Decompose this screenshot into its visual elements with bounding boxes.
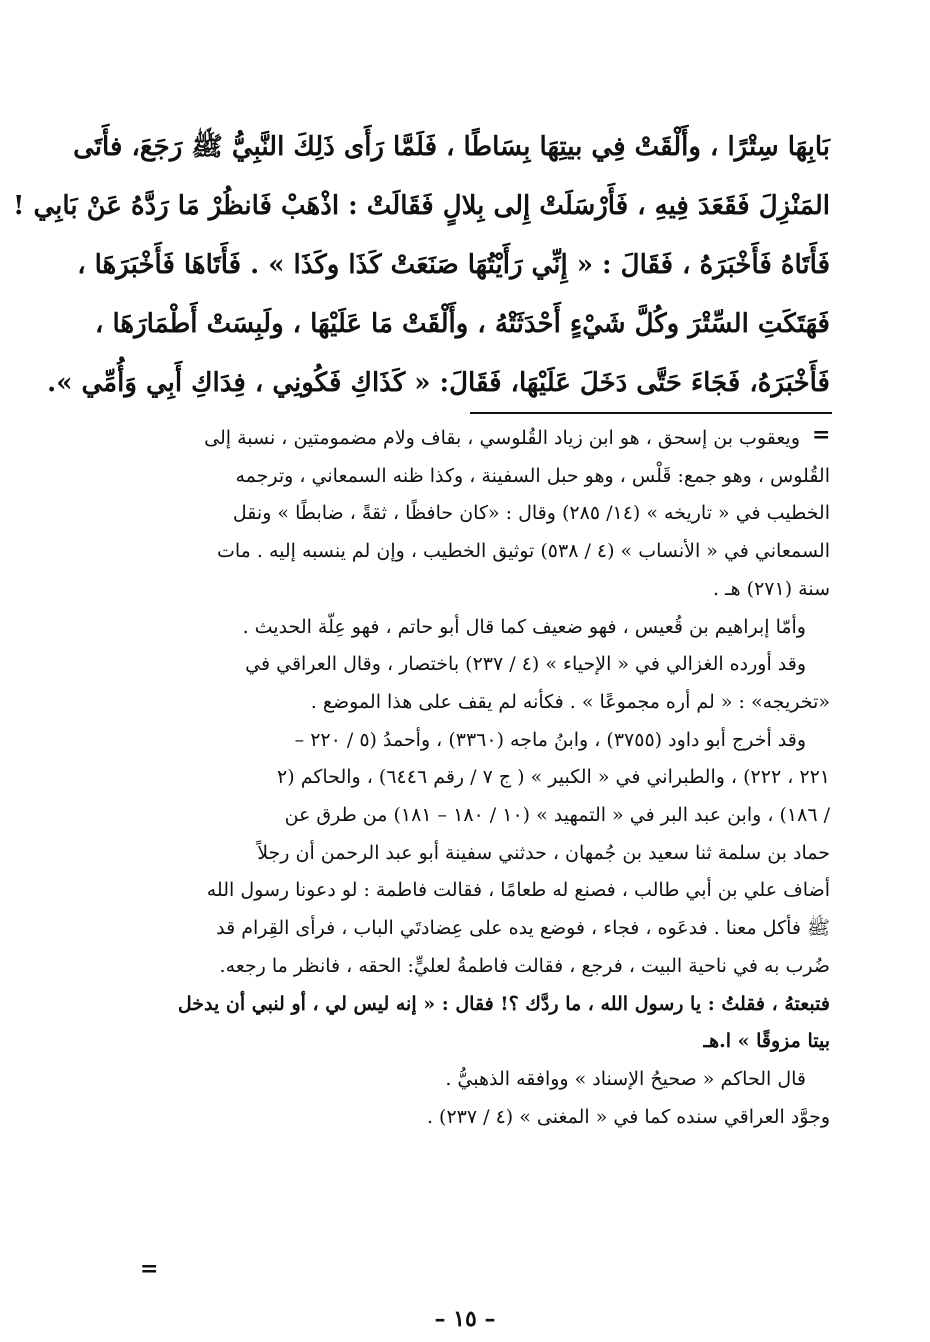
footnote-line: أضاف علي بن أبي طالب ، فصنع له طعامًا ، فقالت فاطمة : لو دعونا رسول الله <box>206 879 830 902</box>
footnote-line: وقد أورده الغزالي في « الإحياء » (٤ / ٢٣٧) باختصار ، وقال العراقي في <box>245 653 806 676</box>
footnote-line: ٢٢١ ، ٢٢٢) ، والطبراني في « الكبير » ( ج ٧ / رقم ٦٤٤٦) ، والحاكم (٢ <box>277 766 830 789</box>
footnote-line: فتبعتهُ ، فقلتُ : يا رسول الله ، ما ردَّك ؟! فقال : « إنه ليس لي ، أو لنبي أن يدخل <box>177 992 830 1015</box>
footnote-continuation-mark: = <box>812 422 831 448</box>
main-text-line: فَأَخْبَرَهُ، فَجَاءَ حَتَّى دَخَلَ عَلَيْهَا، فَقَالَ: « كَذَاكِ فَكُونِي ، فِدَاكِ أَبِي وَأُمِّي ». <box>47 368 830 398</box>
footnote-line: الخطيب في « تاريخه » (١٤/ ٢٨٥) وقال : «كان حافظًا ، ثقةً ، ضابطًا » ونقل <box>232 502 830 525</box>
main-text-line: فَأَتَاهُ فَأَخْبَرَهُ ، فَقَالَ : « إِنِّي رَأَيْتُهَا صَنَعَتْ كَذَا وكَذَا » . فَأَتَاهَا فَأَخْبَرَهَا ، <box>77 250 830 280</box>
footnote-line: قال الحاكم « صحيحُ الإسناد » ووافقه الذهبيُّ . <box>445 1067 806 1090</box>
footnotes-section <box>100 420 830 1136</box>
footnote-end-mark: = <box>140 1256 159 1282</box>
footnote-line: حماد بن سلمة ثنا سعيد بن جُمهان ، حدثني سفينة أبو عبد الرحمن أن رجلاً <box>257 841 830 864</box>
main-hadith-text <box>13 118 830 413</box>
footnote-line: القُلوس ، وهو جمع: قَلْس ، وهو حبل السفينة ، وكذا ظنه السمعاني ، وترجمه <box>235 464 830 487</box>
footnote-line: ﷺ فأكل معنا . فدعَوه ، فجاء ، فوضع يده على عِضادتَي الباب ، فرأى القِرام قد <box>216 917 830 940</box>
footnote-separator <box>470 412 832 414</box>
footnote-line: السمعاني في « الأنساب » (٤ / ٥٣٨) توثيق الخطيب ، وإن لم ينسبه إليه . مات <box>216 540 830 563</box>
page-number: – ١٥ – <box>434 1306 496 1332</box>
footnote-line: «تخريجه» : « لم أره مجموعًا » . فكأنه لم يقف على هذا الموضع . <box>310 690 830 713</box>
footnote-line: بيتا مزوقًا » ا.هـ <box>703 1030 830 1053</box>
footnote-line: وجوَّد العراقي سنده كما في « المغنى » (٤ / ٢٣٧) . <box>426 1105 830 1128</box>
footnote-line: ضُرب به في ناحية البيت ، فرجع ، فقالت فاطمةُ لعليٍّ: الحقه ، فانظر ما رجعه. <box>219 954 830 977</box>
main-text-line: فَهَتَكَتِ السِّتْرَ وكُلَّ شَيْءٍ أَحْدَثَتْهُ ، وأَلْقَتْ مَا عَلَيْهَا ، ولَبِسَتْ أَطْمَارَهَا ، <box>95 309 830 339</box>
footnote-line: / ١٨٦) ، وابن عبد البر في « التمهيد » (١٠ / ١٨٠ – ١٨١) من طرق عن <box>284 804 830 827</box>
main-text-line: بَابِهَا سِتْرًا ، وأَلْقَتْ فِي بيتِهَا بِسَاطًا ، فَلَمَّا رَأَى ذَلِكَ النَّبِيُّ ﷺ رَجَعَ، فأَتَى <box>73 132 830 162</box>
main-text-line: المَنْزِلَ فَقَعَدَ فِيهِ ، فَأَرْسَلَتْ إِلى بِلالٍ فَقَالَتْ : اذْهَبْ فَانظُرْ مَا رَدَّهُ عَنْ بَابِي ! <box>13 191 830 221</box>
footnote-line: وأمّا إبراهيم بن قُعيس ، فهو ضعيف كما قال أبو حاتم ، فهو عِلّة الحديث . <box>242 615 806 638</box>
footnote-line: سنة (٢٧١) هـ . <box>712 577 830 600</box>
footnote-line: ويعقوب بن إسحق ، هو ابن زياد القُلوسي ، بقاف ولام مضمومتين ، نسبة إلى <box>204 427 800 449</box>
footnote-line: وقد أخرج أبو داود (٣٧٥٥) ، وابنُ ماجه (٣٣٦٠) ، وأحمدُ (٥ / ٢٢٠ – <box>294 728 806 751</box>
